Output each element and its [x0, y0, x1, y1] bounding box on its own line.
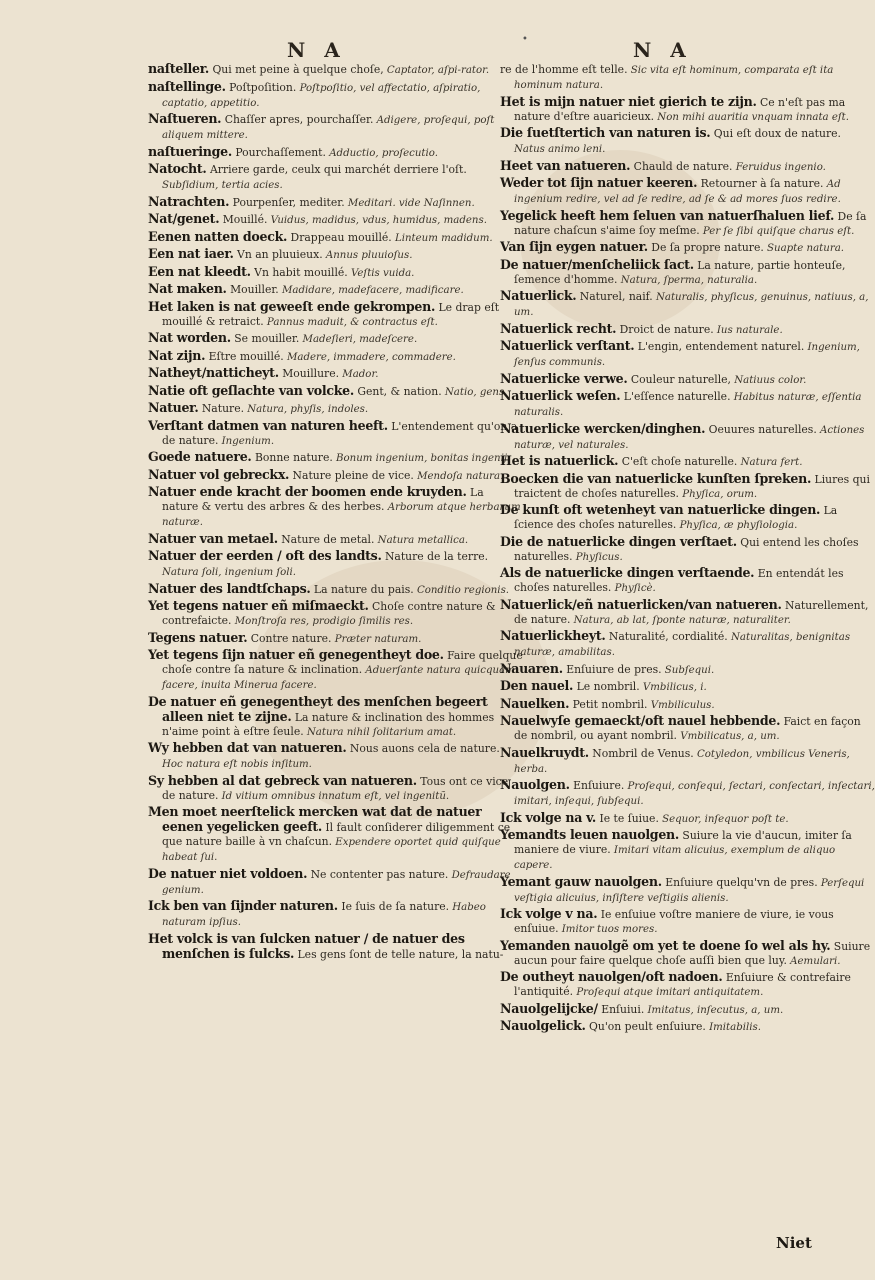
- french-gloss: re de l'homme eſt telle.: [500, 63, 628, 76]
- flemish-headword: Natuer der eerden / oft des landts.: [148, 548, 382, 563]
- flemish-headword: Boecken die van natuerlicke kunſten ſpreken.: [500, 470, 812, 486]
- flemish-headword: Natuer.: [148, 400, 199, 415]
- dictionary-entry: [500, 629, 875, 660]
- dictionary-entry: [148, 265, 523, 281]
- dictionary-entry: [148, 532, 523, 548]
- latin-gloss: Non mihi auaritia vnquam innata eſt.: [654, 111, 849, 123]
- flemish-headword: Ick volge v na.: [500, 906, 598, 921]
- dictionary-entry: [500, 907, 875, 937]
- french-gloss: Mouillure.: [278, 367, 340, 380]
- french-gloss: L'entendement qu'on a de nature.: [162, 419, 518, 447]
- flemish-headword: Verſtant datmen van naturen heeft.: [148, 417, 388, 433]
- catchword: Niet: [776, 1234, 812, 1252]
- french-gloss: Retourner à ſa nature.: [697, 177, 824, 190]
- flemish-headword: Natuer ende kracht der boomen ende kruyden.: [148, 484, 467, 499]
- flemish-headword: Nauelwyſe gemaeckt/oft nauel hebbende.: [500, 713, 781, 728]
- french-gloss: Mouillé.: [219, 213, 268, 226]
- latin-gloss: Pannus maduit, & contractus eſt.: [263, 316, 438, 328]
- latin-gloss: Phyſicus.: [572, 551, 623, 563]
- flemish-headword: naſtueringe.: [148, 143, 232, 159]
- french-gloss: L'engin, entendement naturel.: [634, 340, 805, 353]
- latin-gloss: Vmbiliculus.: [647, 699, 715, 711]
- french-gloss: Chauld de nature.: [630, 159, 733, 173]
- flemish-headword: Yet tegens natuer eñ miſmaeckt.: [148, 598, 369, 613]
- french-gloss: Ce n'eſt pas ma nature d'eſtre auaricieux.: [514, 95, 846, 123]
- french-gloss: Pourchaſſement.: [231, 145, 326, 159]
- latin-gloss: Subſidium, tertia acies.: [162, 180, 283, 191]
- flemish-headword: De kunſt oft wetenheyt van natuerlicke dingen.: [500, 502, 821, 517]
- flemish-headword: De outheyt nauolgen/oft nadoen.: [500, 969, 723, 984]
- flemish-headword: Nat worden.: [148, 330, 231, 345]
- dictionary-entry: [148, 282, 523, 298]
- dictionary-entry: [500, 159, 875, 175]
- flemish-headword: Die de natuerlicke dingen verſtaet.: [500, 533, 737, 549]
- french-gloss: Ie te ſuiue.: [596, 811, 659, 825]
- french-gloss: La nature, partie honteuſe, ſemence d'homme.: [514, 258, 846, 286]
- dictionary-entry: [500, 875, 875, 906]
- latin-gloss: Per ſe ſibi quiſque charus eſt.: [699, 225, 855, 237]
- dictionary-entry: [500, 970, 875, 1000]
- latin-gloss: Aduerſante natura quicquam facere, inuita Minerua facere.: [162, 665, 515, 691]
- dictionary-entry: [148, 599, 523, 629]
- latin-gloss: Imitari vitam alicuius, exemplum de aliquo capere.: [514, 845, 836, 871]
- flemish-headword: Yemanden nauolgẽ om yet te doene ſo wel als hy.: [500, 937, 831, 953]
- dictionary-entry: [148, 80, 523, 111]
- latin-gloss: Id vitium omnibus innatum eſt, vel ingenitũ.: [218, 790, 450, 802]
- flemish-headword: Het laken is nat geweeſt ende gekrompen.: [148, 298, 436, 314]
- latin-gloss: Natura fert.: [737, 457, 803, 468]
- french-gloss: De ſa propre nature.: [647, 241, 764, 254]
- latin-gloss: Præter naturam.: [331, 633, 422, 645]
- french-gloss: Gent, & nation.: [353, 384, 442, 398]
- latin-gloss: Conditio regionis.: [413, 584, 510, 596]
- latin-gloss: Hoc natura eſt nobis inſitum.: [162, 759, 312, 770]
- latin-gloss: Ad ingenium redire, vel ad ſe redire, ad ſe & ad mores ſuos redire.: [514, 179, 841, 205]
- dictionary-entry: [148, 331, 523, 347]
- french-gloss: Nature de metal.: [277, 532, 375, 546]
- flemish-headword: Ick ben van ſijnder naturen.: [148, 898, 338, 913]
- latin-gloss: Veſtis vuida.: [347, 267, 415, 279]
- latin-gloss: Adductio, proſecutio.: [325, 147, 438, 159]
- dictionary-entry: [500, 209, 875, 239]
- dictionary-entry: [500, 422, 875, 453]
- french-gloss: Droict de nature.: [616, 322, 714, 336]
- flemish-headword: Als de natuerlicke dingen verſtaende.: [500, 565, 755, 580]
- flemish-headword: De natuer niet voldoen.: [148, 865, 308, 881]
- french-gloss: Le drap eſt mouillé & retraict.: [162, 300, 500, 328]
- french-gloss: Nature.: [198, 402, 245, 415]
- left-column: [148, 62, 523, 964]
- dictionary-entry: [148, 932, 523, 963]
- dictionary-entry: [500, 535, 875, 565]
- latin-gloss: Feruidus ingenio.: [732, 161, 826, 173]
- latin-gloss: Natura ſoli, ingenium ſoli.: [162, 567, 297, 578]
- dictionary-entry: [500, 389, 875, 420]
- french-gloss: Enſuiui.: [597, 1002, 645, 1016]
- flemish-headword: Natuerlickheyt.: [500, 628, 606, 643]
- dictionary-entry: [148, 212, 523, 228]
- dictionary-entry: [148, 349, 523, 365]
- flemish-headword: Het volck is van ſulcken natuer / de natuer des menſchen is ſulcks.: [148, 930, 465, 961]
- flemish-headword: Natie oft geſlachte van volcke.: [148, 382, 354, 398]
- flemish-headword: Natuerlick/eñ natuerlicken/van natueren.: [500, 596, 782, 612]
- flemish-headword: De natuer eñ genegentheyt des menſchen begeert alleen niet te zijne.: [148, 693, 488, 724]
- french-gloss: Nous auons cela de nature.: [346, 742, 500, 755]
- latin-gloss: Bonum ingenium, bonitas ingenij.: [332, 453, 511, 464]
- dictionary-entry: [500, 778, 875, 809]
- dictionary-entry: [148, 549, 523, 580]
- latin-gloss: Natura, ab lat, ſponte naturæ, naturaliter.: [570, 614, 791, 626]
- latin-gloss: Phyſicè.: [611, 583, 656, 594]
- latin-gloss: Naturalis, phyſicus, genuinus, natiuus, a, um.: [514, 292, 869, 318]
- latin-gloss: Subſequi.: [661, 664, 715, 676]
- latin-gloss: Natura, phyſis, indoles.: [244, 404, 369, 415]
- flemish-headword: Die ſuetſtertich van naturen is.: [500, 125, 711, 140]
- flemish-headword: Naſtueren.: [148, 111, 222, 126]
- flemish-headword: Een nat kleedt.: [148, 263, 251, 279]
- latin-gloss: Imitatus, inſecutus, a, um.: [644, 1004, 784, 1016]
- flemish-headword: Van ſijn eygen natuer.: [500, 239, 648, 254]
- dictionary-entry: [148, 582, 523, 598]
- french-gloss: Qui entend les choſes naturelles.: [514, 535, 859, 563]
- flemish-headword: Nauolgelijcke/: [500, 1000, 598, 1016]
- latin-gloss: Monſtroſa res, prodigio ſimilis res.: [231, 616, 414, 627]
- french-gloss: Contre nature.: [247, 631, 332, 645]
- dictionary-entry: [148, 485, 523, 530]
- flemish-headword: Natuerlick.: [500, 288, 577, 303]
- dictionary-entry: [500, 1019, 875, 1035]
- latin-gloss: Suapte natura.: [763, 243, 845, 254]
- flemish-headword: Den nauel.: [500, 678, 574, 693]
- latin-gloss: Arborum atque herbarum naturæ.: [162, 502, 521, 528]
- french-gloss: Bonne nature.: [251, 451, 333, 464]
- flemish-headword: Yemant gauw nauolgen.: [500, 873, 662, 889]
- latin-gloss: Defraudare genium.: [162, 869, 511, 896]
- flemish-headword: Het is mijn natuer niet gierich te zijn.: [500, 93, 757, 109]
- flemish-headword: Nauolgelick.: [500, 1018, 586, 1033]
- flemish-headword: Eenen natten doeck.: [148, 228, 288, 244]
- dictionary-entry: [148, 419, 523, 449]
- dictionary-entry: [500, 322, 875, 338]
- latin-gloss: Cotyledon, vmbilicus Veneris, herba.: [514, 748, 850, 775]
- latin-gloss: Ingenium.: [218, 435, 275, 447]
- french-gloss: Enſuiure de pres.: [562, 662, 662, 676]
- dictionary-entry: [500, 289, 875, 320]
- french-gloss: Se mouiller.: [230, 332, 300, 345]
- latin-gloss: Madidare, madefacere, madificare.: [278, 285, 464, 296]
- dictionary-entry: [148, 899, 523, 930]
- dictionary-entry: [148, 741, 523, 772]
- flemish-headword: Nat maken.: [148, 281, 227, 296]
- french-gloss: Qu'on peult enſuiure.: [585, 1020, 706, 1033]
- french-gloss: Enſuiure.: [569, 779, 625, 792]
- dictionary-entry: [148, 450, 523, 466]
- dictionary-entry: [148, 230, 523, 246]
- flemish-headword: Nauolgen.: [500, 777, 570, 792]
- running-head-right: N A: [633, 38, 692, 62]
- latin-gloss: Mador.: [339, 369, 379, 380]
- french-gloss: Liures qui traictent de choſes naturelles.: [514, 472, 870, 500]
- flemish-headword: Ick volge na v.: [500, 809, 597, 825]
- flemish-headword: Nat/genet.: [148, 211, 220, 226]
- running-head-left: N A: [287, 38, 346, 62]
- latin-gloss: Natura metallica.: [374, 534, 469, 546]
- flemish-headword: naſtellinge.: [148, 78, 226, 94]
- dictionary-entry: [500, 339, 875, 370]
- latin-gloss: Habitus naturæ, eſſentia naturalis.: [514, 392, 862, 418]
- latin-gloss: Natio, gens.: [441, 386, 508, 398]
- french-gloss: Faire quelque choſe contre ſa nature & inclination.: [162, 649, 523, 676]
- dictionary-entry: [500, 503, 875, 533]
- flemish-headword: Sy hebben al dat gebreck van natueren.: [148, 772, 417, 788]
- french-gloss: Enſuiure & contrefaire l'antiquité.: [514, 971, 851, 998]
- dictionary-entry: [500, 811, 875, 827]
- dictionary-entry: [500, 662, 875, 678]
- latin-gloss: Proſequi atque imitari antiquitatem.: [573, 987, 764, 998]
- french-gloss: Ie ſuis de ſa nature.: [337, 900, 450, 913]
- flemish-headword: Nauelkruydt.: [500, 744, 589, 760]
- latin-gloss: Imitor tuos mores.: [558, 924, 658, 935]
- latin-gloss: Natus animo leni.: [514, 144, 606, 155]
- dictionary-entry: [500, 454, 875, 470]
- french-gloss: Nature de la terre.: [381, 550, 489, 563]
- dictionary-entry: [500, 472, 875, 502]
- latin-gloss: Madere, immadere, commadere.: [283, 351, 456, 363]
- dictionary-entry: [148, 401, 523, 417]
- french-gloss: De ſa nature chaſcun s'aime ſoy meſme.: [514, 209, 867, 237]
- flemish-headword: Men moet neerſtelick mercken wat dat de natuer eenen yegelicken geeft.: [148, 804, 482, 834]
- french-gloss: Chaſſer apres, pourchaſſer.: [221, 113, 374, 126]
- dictionary-entry: [148, 695, 523, 740]
- flemish-headword: Heet van natueren.: [500, 157, 631, 173]
- latin-gloss: Adigere, proſequi, poſt aliquem mittere.: [162, 115, 495, 141]
- latin-gloss: Vmbilicatus, a, um.: [676, 731, 780, 742]
- flemish-headword: Nauaren.: [500, 660, 563, 676]
- dictionary-entry: [148, 145, 523, 161]
- dictionary-entry: [500, 240, 875, 256]
- french-gloss: Suiure aucun pour faire quelque choſe auſſi bien que luy.: [514, 939, 871, 967]
- latin-gloss: Mendoſa natura.: [413, 470, 504, 482]
- french-gloss: Mouiller.: [226, 283, 279, 296]
- latin-gloss: Imitabilis.: [705, 1022, 761, 1033]
- french-gloss: La nature & vertu des arbres & des herbes.: [162, 486, 484, 513]
- right-column: [500, 62, 875, 1037]
- french-gloss: Drappeau mouillé.: [287, 230, 392, 244]
- french-gloss: L'eſſence naturelle.: [620, 390, 731, 403]
- dictionary-entry: [500, 746, 875, 777]
- french-gloss: Naturellement, de nature.: [514, 598, 869, 626]
- flemish-headword: Wy hebben dat van natueren.: [148, 740, 347, 755]
- flemish-headword: Natocht.: [148, 161, 207, 176]
- flemish-headword: Nat zijn.: [148, 347, 206, 363]
- latin-gloss: Annus pluuioſus.: [322, 250, 413, 261]
- dictionary-entry: [148, 162, 523, 193]
- dictionary-entry: [500, 939, 875, 969]
- latin-gloss: Habeo naturam ipſius.: [162, 902, 486, 928]
- dictionary-entry: [500, 1002, 875, 1018]
- latin-gloss: Expendere oportet quid quiſque habeat ſui.: [162, 837, 501, 863]
- dictionary-entry: [500, 828, 875, 873]
- flemish-headword: naſteller.: [148, 61, 210, 76]
- latin-gloss: Ius naturale.: [713, 324, 783, 336]
- flemish-headword: Natuer vol gebreckx.: [148, 466, 290, 482]
- latin-gloss: Proſequi, conſequi, ſectari, conſectari, inſectari, imitari, inſequi, ſubſequi.: [514, 781, 875, 807]
- french-gloss: Arriere garde, ceulx qui marchét derriere l'oſt.: [206, 163, 467, 176]
- french-gloss: Le nombril.: [573, 680, 640, 693]
- latin-gloss: Linteum madidum.: [391, 232, 493, 244]
- dictionary-entry: [148, 366, 523, 382]
- dictionary-entry: [500, 714, 875, 744]
- flemish-headword: Natrachten.: [148, 193, 230, 209]
- french-gloss: La nature du pais.: [310, 582, 414, 596]
- french-gloss: Ne contenter pas nature.: [307, 867, 449, 881]
- french-gloss: Naturalité, cordialité.: [605, 630, 728, 643]
- french-gloss: Qui met peine à quelque choſe,: [209, 63, 384, 76]
- french-gloss: Ie enſuiue voſtre maniere de viure, ie vous enſuiue.: [514, 908, 834, 935]
- flemish-headword: Natuerlick verſtant.: [500, 338, 635, 353]
- latin-gloss: Aemulari.: [786, 955, 841, 967]
- french-gloss: Poſtpoſition.: [225, 80, 297, 94]
- dictionary-entry: [148, 384, 523, 400]
- dictionary-entry: [500, 566, 875, 596]
- flemish-headword: Goede natuere.: [148, 449, 252, 464]
- dictionary-entry: [148, 195, 523, 211]
- french-gloss: Pourpenſer, mediter.: [229, 195, 345, 209]
- french-gloss: Vn habit mouillé.: [250, 265, 348, 279]
- dictionary-entry: [148, 631, 523, 647]
- flemish-headword: Natuer des landtſchaps.: [148, 580, 311, 596]
- dictionary-entry: [148, 112, 523, 143]
- latin-gloss: Madeſieri, madeſcere.: [299, 334, 418, 345]
- dictionary-entry: [500, 697, 875, 713]
- dictionary-entry: [148, 774, 523, 804]
- dictionary-entry: [148, 247, 523, 263]
- dictionary-entry: [500, 258, 875, 288]
- dictionary-entry: [500, 62, 875, 93]
- latin-gloss: Naturalitas, benignitas naturæ, amabilitas.: [514, 632, 851, 658]
- french-gloss: Il fault conſiderer diligemment ce que nature baille à vn chaſcun.: [162, 821, 511, 848]
- french-gloss: La ſcience des choſes naturelles.: [514, 504, 838, 531]
- latin-gloss: Natura, ſperma, naturalia.: [617, 274, 758, 286]
- flemish-headword: Natuerlick recht.: [500, 320, 617, 336]
- latin-gloss: Ingenium, ſenſus communis.: [514, 342, 860, 368]
- french-gloss: Vn an pluuieux.: [233, 248, 323, 261]
- latin-gloss: Sequor, inſequor poſt te.: [658, 813, 789, 825]
- dictionary-entry: [500, 679, 875, 695]
- french-gloss: En entendát les choſes naturelles.: [514, 567, 844, 594]
- dictionary-entry: [148, 300, 523, 330]
- french-gloss: Enſuiure quelqu'vn de pres.: [661, 875, 818, 889]
- flemish-headword: Een nat iaer.: [148, 246, 234, 261]
- dictionary-entry: [148, 648, 523, 693]
- french-gloss: Tous ont ce vice de nature.: [162, 774, 509, 802]
- french-gloss: Oeuures naturelles.: [705, 422, 817, 436]
- latin-gloss: Poſtpoſitio, vel affectatio, aſpiratio, captatio, appetitio.: [162, 82, 481, 109]
- french-gloss: Petit nombril.: [569, 697, 648, 711]
- french-gloss: Naturel, naif.: [576, 290, 653, 303]
- latin-gloss: Captator, aſpi-rator.: [383, 65, 490, 76]
- latin-gloss: Phyſica, æ phyſiologia.: [676, 520, 798, 531]
- french-gloss: Couleur naturelle,: [627, 372, 731, 386]
- latin-gloss: Vmbilicus, i.: [639, 682, 707, 693]
- flemish-headword: Nauelken.: [500, 695, 570, 711]
- latin-gloss: Phyſica, orum.: [679, 488, 758, 500]
- french-gloss: Qui eſt doux de nature.: [710, 127, 841, 140]
- flemish-headword: De natuer/menſcheliick ſact.: [500, 256, 694, 272]
- french-gloss: Nature pleine de vice.: [289, 468, 414, 482]
- dictionary-entry: [148, 867, 523, 898]
- flemish-headword: Natuerlick weſen.: [500, 388, 621, 403]
- latin-gloss: Perſequi veſtigia alicuius, inſiſtere veſtigiis alienis.: [514, 877, 865, 904]
- dictionary-entry: [500, 372, 875, 388]
- dictionary-entry: [500, 598, 875, 628]
- french-gloss: Eſtre mouillé.: [205, 349, 284, 363]
- flemish-headword: Het is natuerlick.: [500, 453, 619, 468]
- dictionary-entry: [148, 468, 523, 484]
- flemish-headword: Weder tot ſijn natuer keeren.: [500, 175, 698, 190]
- french-gloss: Faict en façon de nombril, ou ayant nombril.: [514, 715, 861, 742]
- flemish-headword: Natuerlicke wercken/dinghen.: [500, 420, 706, 436]
- french-gloss: Suiure la vie d'aucun, imiter ſa maniere de viure.: [514, 829, 852, 856]
- page-mark: •: [522, 34, 528, 45]
- latin-gloss: Sic vita eſt hominum, comparata eſt ita hominum natura.: [514, 65, 834, 91]
- flemish-headword: Yet tegens ſijn natuer eñ genegentheyt doe.: [148, 647, 444, 662]
- dictionary-entry: [148, 62, 523, 78]
- french-gloss: La nature & inclination des hommes n'aime point à eſtre ſeule.: [162, 710, 495, 738]
- french-gloss: Nombril de Venus.: [588, 746, 694, 760]
- latin-gloss: Vuidus, madidus, vdus, humidus, madens.: [267, 215, 487, 226]
- french-gloss: Les gens ſont de telle nature, la natu-: [294, 947, 504, 961]
- dictionary-entry: [500, 176, 875, 207]
- flemish-headword: Tegens natuer.: [148, 629, 248, 645]
- flemish-headword: Natuerlicke verwe.: [500, 370, 628, 386]
- french-gloss: Choſe contre nature & contrefaicte.: [162, 600, 496, 627]
- flemish-headword: Yegelick heeft hem ſeluen van natuerſhaluen lief.: [500, 207, 835, 223]
- latin-gloss: Natiuus color.: [730, 374, 807, 386]
- dictionary-entry: [148, 805, 523, 865]
- french-gloss: C'eſt choſe naturelle.: [618, 455, 738, 468]
- flemish-headword: Yemandts leuen nauolgen.: [500, 827, 679, 842]
- latin-gloss: Meditari. vide Naſinnen.: [344, 197, 475, 209]
- flemish-headword: Natuer van metael.: [148, 530, 278, 546]
- latin-gloss: Actiones naturæ, vel naturales.: [514, 424, 865, 451]
- flemish-headword: Natheyt/natticheyt.: [148, 365, 279, 380]
- latin-gloss: Natura nihil ſolitarium amat.: [303, 726, 457, 738]
- dictionary-entry: [500, 95, 875, 125]
- dictionary-entry: [500, 126, 875, 157]
